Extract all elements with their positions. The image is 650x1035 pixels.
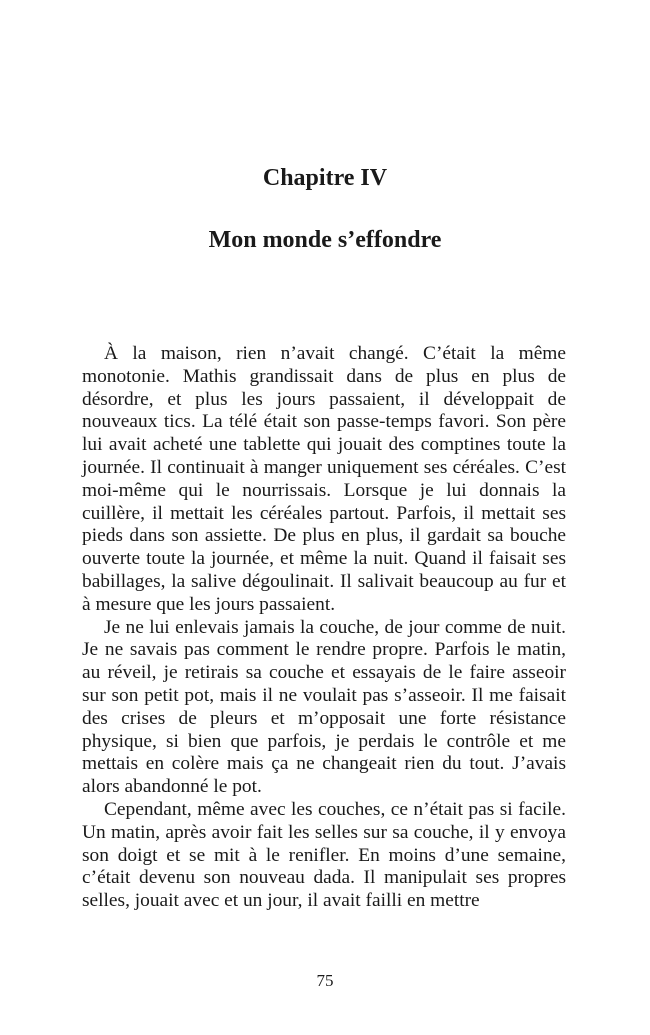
chapter-number: Chapitre IV [262, 165, 388, 191]
chapter-title: Mon monde s’effondre [208, 227, 442, 253]
paragraph-2: Je ne lui enlevais jamais la couche, de jour comme de nuit. Je ne savais pas comment le rendre propre. Parfois le matin, au réveil, je retirais sa couche et essayais de le faire asseoir sur son petit pot, mais il ne voulait pas s’asseoir. Il me faisait des crises de pleurs et m’opposait une forte résistance physique, si bien que parfois, je perdais le contrôle et me mettais en colère mais ça ne changeait rien du tout. J’avais alors abandonné le pot. [82, 616, 566, 798]
page-number: 75 [316, 971, 334, 990]
paragraph-3: Cependant, même avec les couches, ce n’était pas si facile. Un matin, après avoir fait les selles sur sa couche, il y envoya son doigt et se mit à le renifler. En moins d’une semaine, c’était devenu son nouveau dada. Il manipulait ses propres selles, jouait avec et un jour, il avait failli en mettre [82, 798, 566, 912]
chapter-body [82, 343, 566, 913]
paragraph-1: À la maison, rien n’avait changé. C’était la même monotonie. Mathis grandissait dans de plus en plus de désordre, et plus les jours passaient, il développait de nouveaux tics. La télé était son passe-temps favori. Son père lui avait acheté une tablette qui jouait des comptines toute la journée. Il continuait à manger uniquement ses céréales. C’est moi-même qui le nourrissais. Lorsque je lui donnais la cuillère, il mettait les céréales partout. Parfois, il mettait ses pieds dans son assiette. De plus en plus, il gardait sa bouche ouverte toute la journée, et même la nuit. Quand il faisait ses babillages, la salive dégoulinait. Il salivait beaucoup au fur et à mesure que les jours passaient. [82, 343, 566, 615]
